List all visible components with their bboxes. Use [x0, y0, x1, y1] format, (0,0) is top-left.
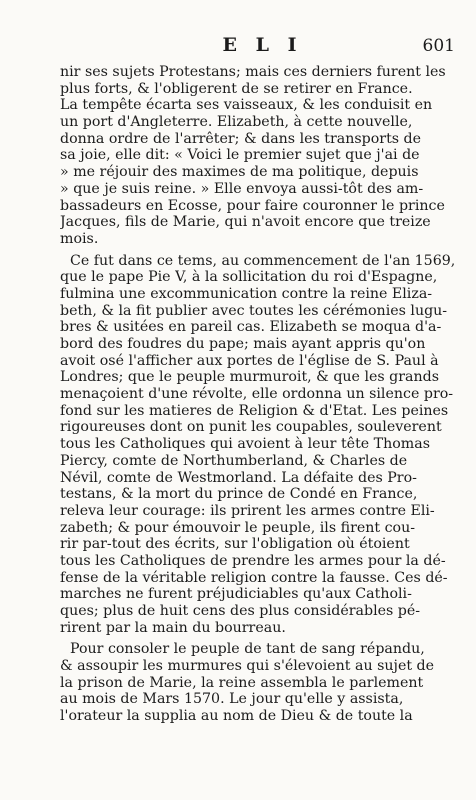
text-line: tous les Catholiques de prendre les armes pour la dé- [60, 552, 446, 569]
text-line: la prison de Marie, la reine assembla le parlement [60, 674, 424, 691]
text-line: fulmina une excommunication contre la reine Eliza- [60, 285, 433, 302]
text-line: menaçoient d'une révolte, elle ordonna un silence pro- [60, 386, 454, 403]
text-line: que le pape Pie V, à la sollicitation du roi d'Espagne, [60, 269, 438, 286]
text-line: tous les Catholiques qui avoient à leur tête Thomas [60, 436, 431, 453]
text-line: » me réjouir des maximes de ma politique, depuis [60, 164, 419, 181]
text-line: fond sur les matieres de Religion & d'Etat. Les peines [60, 402, 449, 419]
text-line: zabeth; & pour émouvoir le peuple, ils firent cou- [60, 519, 416, 536]
text-line: beth, & la fit publier avec toutes les cérémonies lugu- [60, 302, 448, 319]
running-head [70, 34, 455, 58]
text-line: bord des foudres du pape; mais ayant appris qu'on [60, 336, 426, 352]
text-line: bres & usitées en pareil cas. Elizabeth se moqua d'a- [60, 319, 442, 336]
text-line: plus forts, & l'obligerent de se retirer en France. [60, 80, 413, 97]
text-line: » que je suis reine. » Elle envoya aussi-tôt des am- [60, 180, 424, 197]
text-line: nir ses sujets Protestans; mais ces derniers furent les [60, 64, 446, 80]
text-line: mois. [60, 230, 99, 247]
text-line: Piercy, comte de Northumberland, & Charles de [60, 452, 408, 469]
text-line: releva leur courage: ils prirent les armes contre Eli- [60, 502, 435, 519]
text-line: fense de la véritable religion contre la fausse. Ces dé- [60, 569, 448, 586]
text-line: & assoupir les murmures qui s'élevoient au sujet de [60, 658, 435, 675]
text-line: rigoureuses dont on punit les coupables, souleverent [60, 419, 442, 436]
text-line: bassadeurs en Ecosse, pour faire couronner le prince [60, 197, 445, 214]
running-head-title: E L I [222, 34, 303, 56]
text-line: testans, & la mort du prince de Condé en France, [60, 486, 418, 503]
text-line: rirent par la main du bourreau. [60, 619, 286, 636]
text-line: ques; plus de huit cens des plus considérables pé- [60, 603, 421, 619]
text-line: Névil, comte de Westmorland. La défaite des Pro- [60, 469, 417, 486]
text-line: Londres; que le peuple murmuroit, & que les grands [60, 369, 439, 386]
text-line: Pour consoler le peuple de tant de sang répandu, [70, 641, 425, 658]
text-line: un port d'Angleterre. Elizabeth, à cette nouvelle, [60, 114, 413, 131]
page-number: 601 [422, 36, 455, 56]
text-line: Jacques, fils de Marie, qui n'avoit encore que treize [60, 214, 431, 231]
text-line: La tempête écarta ses vaisseaux, & les conduisit en [60, 97, 433, 114]
text-line: Ce fut dans ce tems, au commencement de l'an 1569, [70, 252, 455, 269]
text-line: au mois de Mars 1570. Le jour qu'elle y assista, [60, 691, 404, 708]
text-line: sa joie, elle dit: « Voici le premier sujet que j'ai de [60, 147, 420, 164]
text-line: rir par-tout des écrits, sur l'obligation où étoient [60, 536, 410, 553]
text-line: l'orateur la supplia au nom de Dieu & de toute la [60, 708, 413, 725]
text-line: avoit osé l'afficher aux portes de l'église de S. Paul à [60, 352, 439, 369]
text-line: marches ne furent préjudiciables qu'aux Catholi- [60, 586, 412, 603]
text-line: donna ordre de l'arrêter; & dans les transports de [60, 130, 422, 147]
body-text [60, 64, 455, 725]
